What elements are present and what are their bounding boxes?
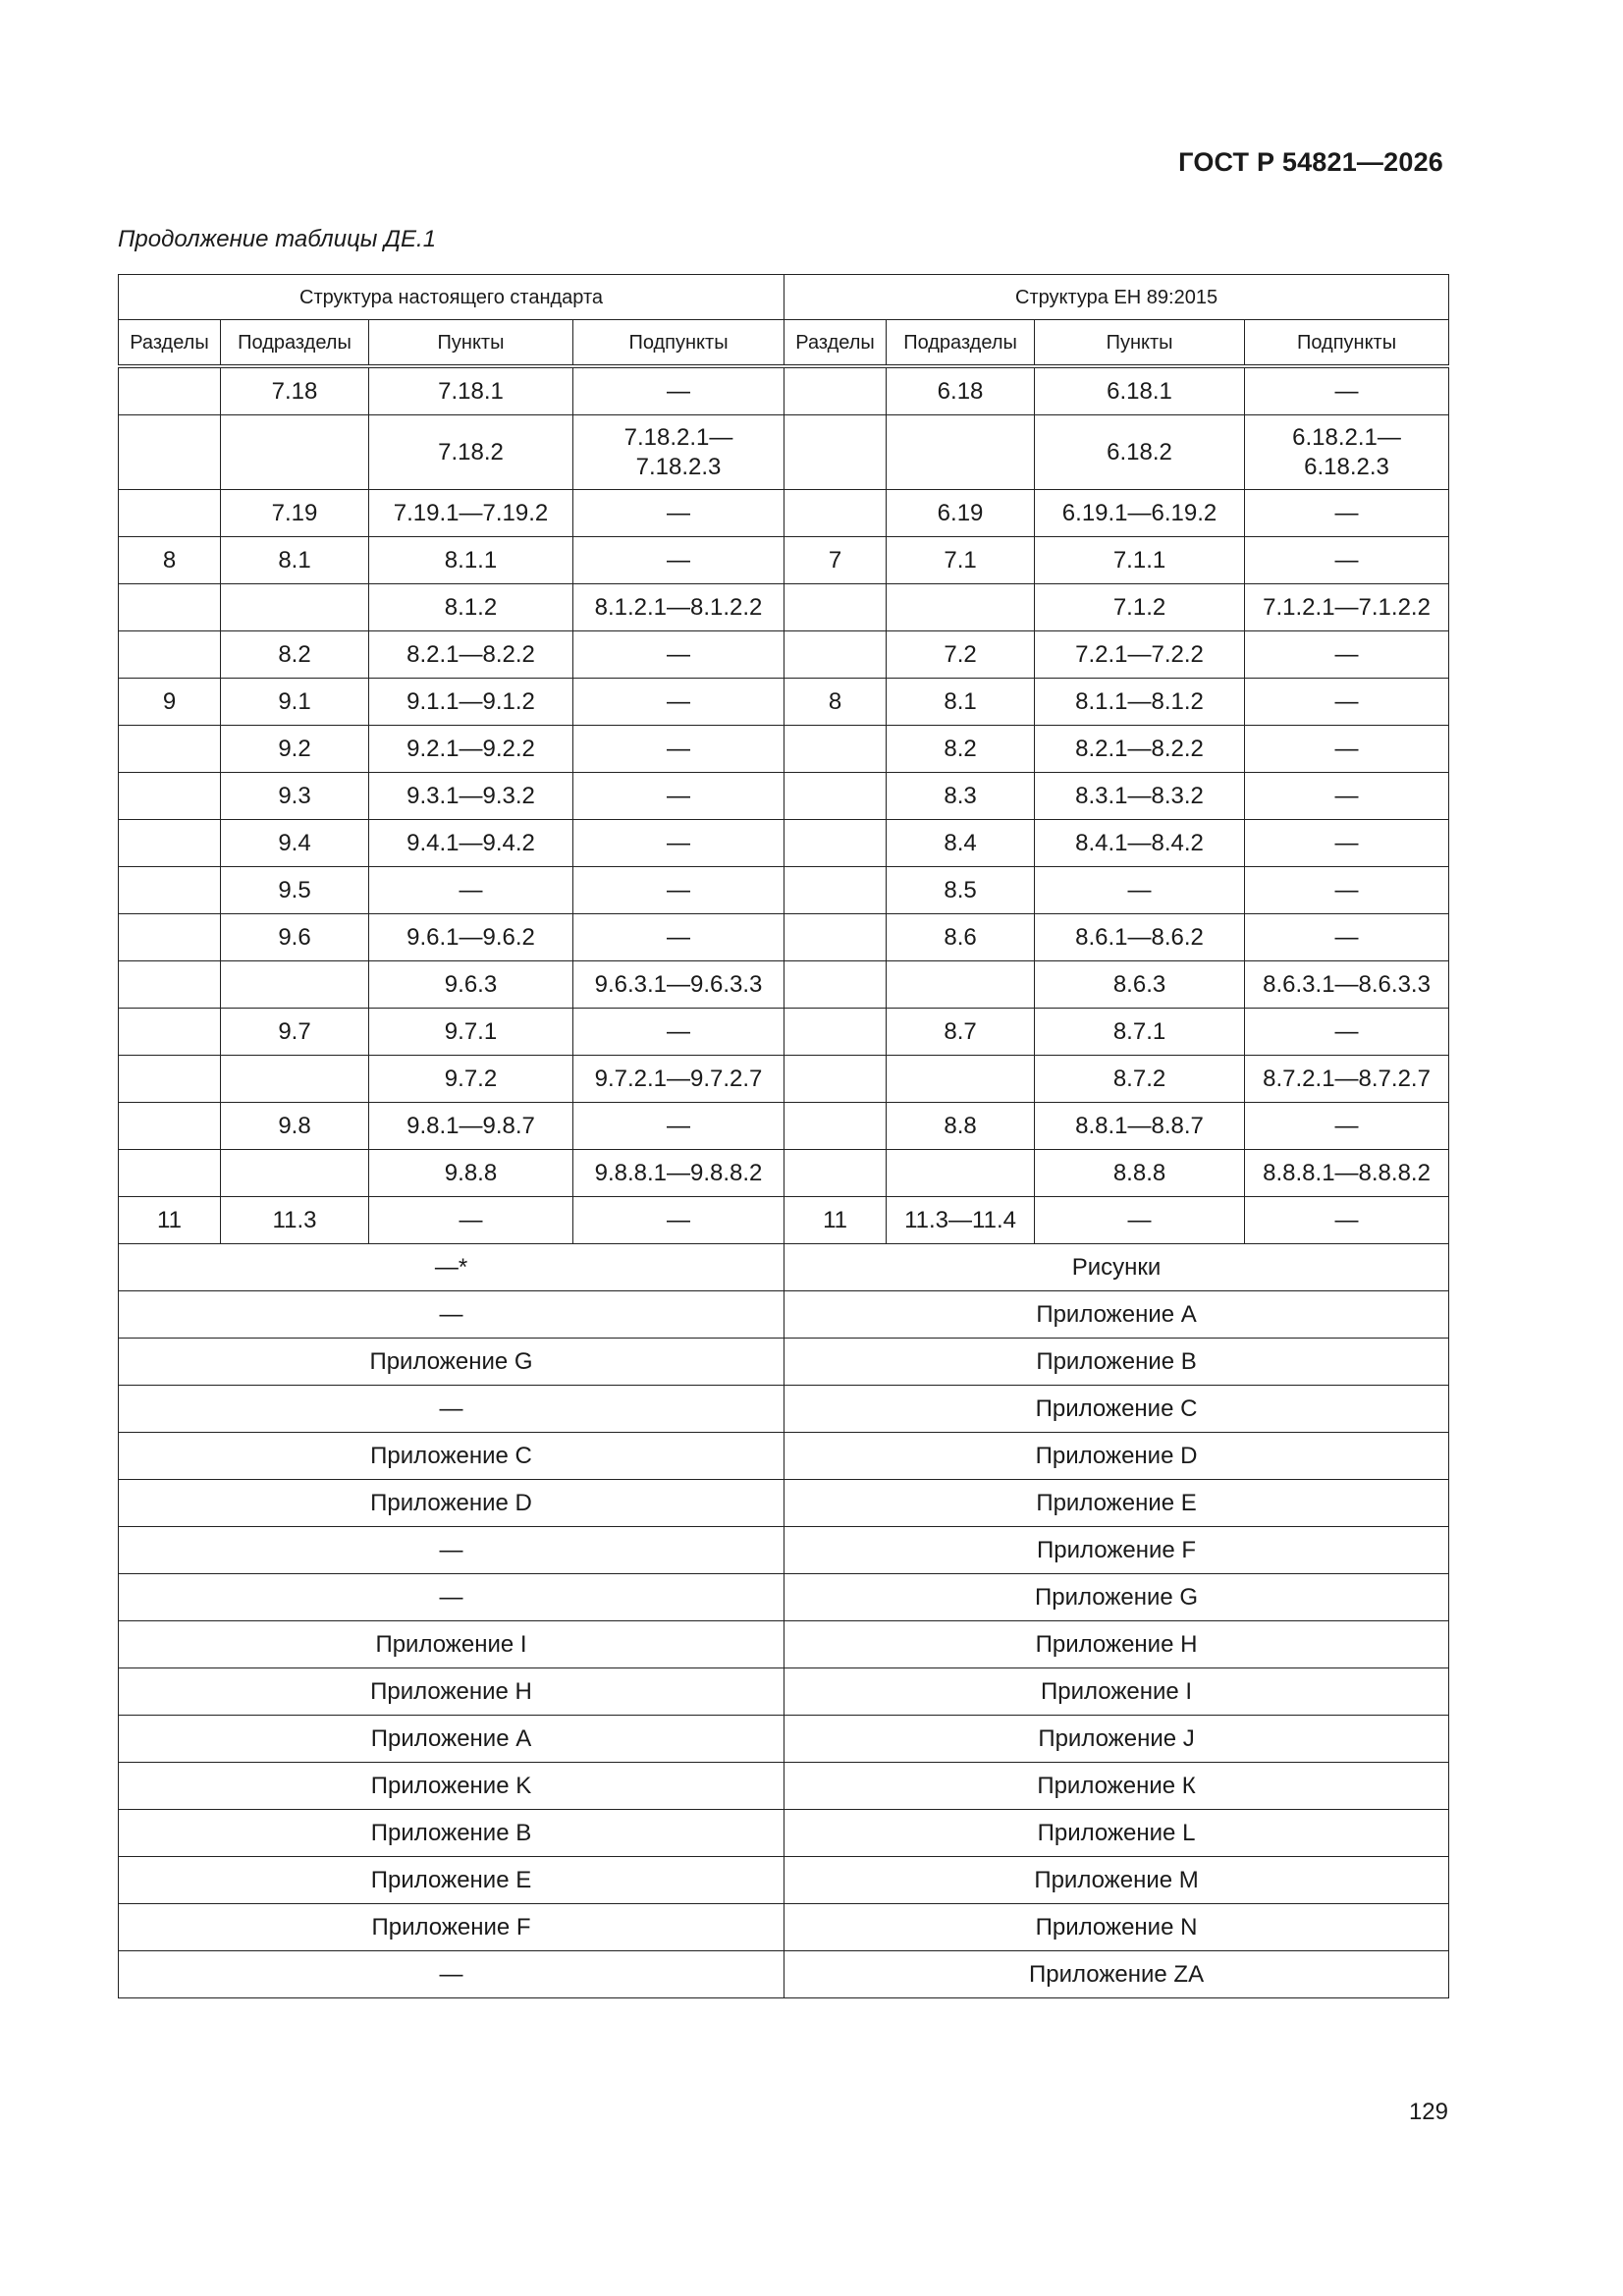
appendix-row (119, 1810, 1449, 1857)
appendix-cell-right: Приложение А (784, 1291, 1449, 1339)
table-cell (784, 726, 887, 773)
table-cell: 9.4 (221, 820, 369, 867)
column-header: Подразделы (221, 320, 369, 367)
table-cell: 8.7 (887, 1009, 1035, 1056)
appendix-row (119, 1480, 1449, 1527)
table-cell: — (573, 726, 784, 773)
appendix-cell-right: Приложение К (784, 1763, 1449, 1810)
appendix-cell-left: Приложение H (119, 1668, 784, 1716)
column-header: Подпункты (1245, 320, 1449, 367)
table-cell (119, 914, 221, 961)
table-cell: 11 (119, 1197, 221, 1244)
table-cell: 9.2.1—9.2.2 (369, 726, 573, 773)
table-cell: — (573, 773, 784, 820)
appendix-row (119, 1951, 1449, 1998)
table-row (119, 1197, 1449, 1244)
table-cell: — (573, 914, 784, 961)
table-cell: 8.2 (887, 726, 1035, 773)
appendix-cell-left: Приложение Е (119, 1857, 784, 1904)
table-cell: 8.8.8 (1035, 1150, 1245, 1197)
table-cell: 9 (119, 679, 221, 726)
table-cell (887, 584, 1035, 631)
appendix-cell-right: Приложение I (784, 1668, 1449, 1716)
table-cell: 8.4 (887, 820, 1035, 867)
table-cell (221, 1056, 369, 1103)
table-cell: 9.6.3 (369, 961, 573, 1009)
table-cell: — (573, 537, 784, 584)
table-cell: 9.4.1—9.4.2 (369, 820, 573, 867)
appendix-cell-left: Приложение K (119, 1763, 784, 1810)
appendix-cell-left: — (119, 1291, 784, 1339)
appendix-cell-left: Приложение В (119, 1810, 784, 1857)
table-cell: — (573, 1009, 784, 1056)
table-cell (119, 366, 221, 415)
table-cell: 6.19.1—6.19.2 (1035, 490, 1245, 537)
table-cell: 8.1 (887, 679, 1035, 726)
table-cell: — (573, 1103, 784, 1150)
table-cell (784, 1009, 887, 1056)
table-cell: 8.7.2 (1035, 1056, 1245, 1103)
table-cell (119, 1150, 221, 1197)
table-cell: — (573, 820, 784, 867)
table-cell (784, 961, 887, 1009)
table-cell: 7.18.1 (369, 366, 573, 415)
group-header-row (119, 275, 1449, 320)
table-cell: 6.18 (887, 366, 1035, 415)
table-cell: — (1245, 820, 1449, 867)
table-cell: — (573, 490, 784, 537)
table-cell: 9.8 (221, 1103, 369, 1150)
appendix-cell-right: Приложение G (784, 1574, 1449, 1621)
table-cell: 9.6.3.1—9.6.3.3 (573, 961, 784, 1009)
column-header: Пункты (369, 320, 573, 367)
page-number: 129 (1408, 2099, 1448, 2125)
table-row (119, 1103, 1449, 1150)
table-cell: 7.19 (221, 490, 369, 537)
table-cell: 8.1 (221, 537, 369, 584)
table-cell: 8.8.1—8.8.7 (1035, 1103, 1245, 1150)
table-row (119, 820, 1449, 867)
appendix-cell-right: Приложение С (784, 1386, 1449, 1433)
appendix-row (119, 1857, 1449, 1904)
table-cell (221, 961, 369, 1009)
table-cell (784, 773, 887, 820)
table-cell (119, 820, 221, 867)
table-cell: 7.1.2.1—7.1.2.2 (1245, 584, 1449, 631)
table-cell (119, 415, 221, 490)
table-cell: 8.2 (221, 631, 369, 679)
table-cell: 6.18.1 (1035, 366, 1245, 415)
table-cell: — (573, 1197, 784, 1244)
table-cell: 8.3 (887, 773, 1035, 820)
table-row (119, 415, 1449, 490)
table-cell: 7.19.1—7.19.2 (369, 490, 573, 537)
table-cell: 9.2 (221, 726, 369, 773)
table-cell: 7.1 (887, 537, 1035, 584)
table-cell: 9.3.1—9.3.2 (369, 773, 573, 820)
table-cell (784, 584, 887, 631)
table-cell: 9.8.8.1—9.8.8.2 (573, 1150, 784, 1197)
table-cell: 8.2.1—8.2.2 (1035, 726, 1245, 773)
table-cell (887, 1150, 1035, 1197)
table-cell: 7.2.1—7.2.2 (1035, 631, 1245, 679)
table-cell: 7.18 (221, 366, 369, 415)
table-cell: 8.1.1—8.1.2 (1035, 679, 1245, 726)
table-cell: 8.6.3 (1035, 961, 1245, 1009)
table-cell: 9.1.1—9.1.2 (369, 679, 573, 726)
table-cell: — (1245, 867, 1449, 914)
appendix-cell-right: Приложение В (784, 1339, 1449, 1386)
appendix-row (119, 1621, 1449, 1668)
table-cell: — (1245, 726, 1449, 773)
appendix-cell-left: Приложение D (119, 1480, 784, 1527)
appendix-cell-right: Приложение ZA (784, 1951, 1449, 1998)
table-cell: — (573, 679, 784, 726)
appendix-row (119, 1291, 1449, 1339)
table-cell: 7.1.1 (1035, 537, 1245, 584)
column-header: Подразделы (887, 320, 1035, 367)
table-cell: — (369, 1197, 573, 1244)
table-cell (784, 867, 887, 914)
document-code: ГОСТ Р 54821—2026 (1178, 147, 1443, 177)
table-cell: 8.7.1 (1035, 1009, 1245, 1056)
table-row (119, 631, 1449, 679)
table-cell: — (573, 631, 784, 679)
table-cell: 6.19 (887, 490, 1035, 537)
appendix-cell-left: Приложение I (119, 1621, 784, 1668)
table-cell: 11.3—11.4 (887, 1197, 1035, 1244)
appendix-cell-left: Приложение A (119, 1716, 784, 1763)
appendix-cell-right: Приложение F (784, 1527, 1449, 1574)
appendix-row (119, 1904, 1449, 1951)
table-row (119, 584, 1449, 631)
table-cell: 8.4.1—8.4.2 (1035, 820, 1245, 867)
column-header-row (119, 320, 1449, 367)
table-cell: 9.7.1 (369, 1009, 573, 1056)
appendix-cell-right: Рисунки (784, 1244, 1449, 1291)
table-cell (887, 1056, 1035, 1103)
table-cell: 7.18.2.1— 7.18.2.3 (573, 415, 784, 490)
appendix-cell-left: Приложение F (119, 1904, 784, 1951)
table-cell: — (573, 366, 784, 415)
table-row (119, 773, 1449, 820)
table-cell: 9.7.2 (369, 1056, 573, 1103)
table-cell: 8.6.1—8.6.2 (1035, 914, 1245, 961)
appendix-row (119, 1433, 1449, 1480)
appendix-cell-right: Приложение N (784, 1904, 1449, 1951)
table-cell: 9.1 (221, 679, 369, 726)
table-cell: 9.7 (221, 1009, 369, 1056)
table-cell: 9.6 (221, 914, 369, 961)
table-cell: 8 (784, 679, 887, 726)
table-row (119, 537, 1449, 584)
table-cell (119, 1009, 221, 1056)
table-cell (221, 584, 369, 631)
table-cell (119, 584, 221, 631)
table-cell (119, 1056, 221, 1103)
table-cell: 8.1.1 (369, 537, 573, 584)
appendix-row (119, 1244, 1449, 1291)
table-cell: — (1245, 631, 1449, 679)
table-cell: — (1245, 1197, 1449, 1244)
table-cell: — (1245, 366, 1449, 415)
appendix-cell-right: Приложение L (784, 1810, 1449, 1857)
table-cell: 6.18.2 (1035, 415, 1245, 490)
table-cell: 9.3 (221, 773, 369, 820)
appendix-cell-left: —* (119, 1244, 784, 1291)
table-cell (119, 726, 221, 773)
appendix-cell-left: — (119, 1951, 784, 1998)
table-cell: — (1245, 914, 1449, 961)
table-cell (784, 1103, 887, 1150)
table-row (119, 867, 1449, 914)
appendix-row (119, 1527, 1449, 1574)
table-cell: 9.6.1—9.6.2 (369, 914, 573, 961)
appendix-cell-right: Приложение J (784, 1716, 1449, 1763)
table-cell (887, 415, 1035, 490)
table-cell: 7 (784, 537, 887, 584)
table-row (119, 366, 1449, 415)
table-cell: 11 (784, 1197, 887, 1244)
table-cell: 8.7.2.1—8.7.2.7 (1245, 1056, 1449, 1103)
table-cell: 7.1.2 (1035, 584, 1245, 631)
table-cell: — (369, 867, 573, 914)
table-cell: — (1245, 1009, 1449, 1056)
table-row (119, 961, 1449, 1009)
table-row (119, 1056, 1449, 1103)
table-cell: 7.2 (887, 631, 1035, 679)
correspondence-table (118, 274, 1449, 1998)
table-cell (784, 1056, 887, 1103)
appendix-cell-left: Приложение С (119, 1433, 784, 1480)
table-cell (887, 961, 1035, 1009)
table-cell (784, 820, 887, 867)
table-cell (119, 867, 221, 914)
table-cell: — (1245, 1103, 1449, 1150)
table-cell: — (573, 867, 784, 914)
appendix-cell-left: — (119, 1574, 784, 1621)
appendix-row (119, 1716, 1449, 1763)
appendix-row (119, 1668, 1449, 1716)
table-cell (784, 631, 887, 679)
table-cell (784, 1150, 887, 1197)
column-header: Пункты (1035, 320, 1245, 367)
column-header: Разделы (784, 320, 887, 367)
table-cell: 8.2.1—8.2.2 (369, 631, 573, 679)
table-cell: — (1035, 867, 1245, 914)
group-header-right: Структура ЕН 89:2015 (784, 275, 1449, 320)
appendix-cell-right: Приложение Н (784, 1621, 1449, 1668)
appendix-cell-right: Приложение D (784, 1433, 1449, 1480)
table-cell: 11.3 (221, 1197, 369, 1244)
table-cell: — (1245, 490, 1449, 537)
table-cell: 8.5 (887, 867, 1035, 914)
table-cell (784, 914, 887, 961)
table-cell (119, 631, 221, 679)
table-cell: 8.8 (887, 1103, 1035, 1150)
appendix-row (119, 1339, 1449, 1386)
table-row (119, 679, 1449, 726)
table-cell (784, 490, 887, 537)
table-cell: 9.8.8 (369, 1150, 573, 1197)
appendix-cell-left: Приложение G (119, 1339, 784, 1386)
appendix-row (119, 1386, 1449, 1433)
table-cell: 9.5 (221, 867, 369, 914)
appendix-cell-left: — (119, 1386, 784, 1433)
table-cell: 8.1.2 (369, 584, 573, 631)
table-cell: 6.18.2.1— 6.18.2.3 (1245, 415, 1449, 490)
table-row (119, 914, 1449, 961)
table-cell: 9.7.2.1—9.7.2.7 (573, 1056, 784, 1103)
table-cell: 8.6.3.1—8.6.3.3 (1245, 961, 1449, 1009)
table-cell (784, 415, 887, 490)
table-cell (119, 961, 221, 1009)
table-cell (119, 1103, 221, 1150)
table-caption: Продолжение таблицы ДЕ.1 (118, 226, 437, 252)
table-cell: 8 (119, 537, 221, 584)
appendix-cell-right: Приложение Е (784, 1480, 1449, 1527)
table-cell (119, 773, 221, 820)
table-cell (119, 490, 221, 537)
table-cell: — (1245, 537, 1449, 584)
table-cell: — (1245, 773, 1449, 820)
group-header-left: Структура настоящего стандарта (119, 275, 784, 320)
column-header: Подпункты (573, 320, 784, 367)
table-cell: 8.3.1—8.3.2 (1035, 773, 1245, 820)
table-cell: 8.1.2.1—8.1.2.2 (573, 584, 784, 631)
table-row (119, 1009, 1449, 1056)
table-cell: 8.6 (887, 914, 1035, 961)
table-cell (221, 415, 369, 490)
table-cell: 7.18.2 (369, 415, 573, 490)
table-row (119, 1150, 1449, 1197)
table-cell: 8.8.8.1—8.8.8.2 (1245, 1150, 1449, 1197)
table-row (119, 490, 1449, 537)
table-row (119, 726, 1449, 773)
table-cell (221, 1150, 369, 1197)
table-cell: — (1245, 679, 1449, 726)
table-cell: 9.8.1—9.8.7 (369, 1103, 573, 1150)
appendix-row (119, 1574, 1449, 1621)
appendix-cell-left: — (119, 1527, 784, 1574)
appendix-row (119, 1763, 1449, 1810)
table-cell: — (1035, 1197, 1245, 1244)
column-header: Разделы (119, 320, 221, 367)
table-cell (784, 366, 887, 415)
appendix-cell-right: Приложение М (784, 1857, 1449, 1904)
